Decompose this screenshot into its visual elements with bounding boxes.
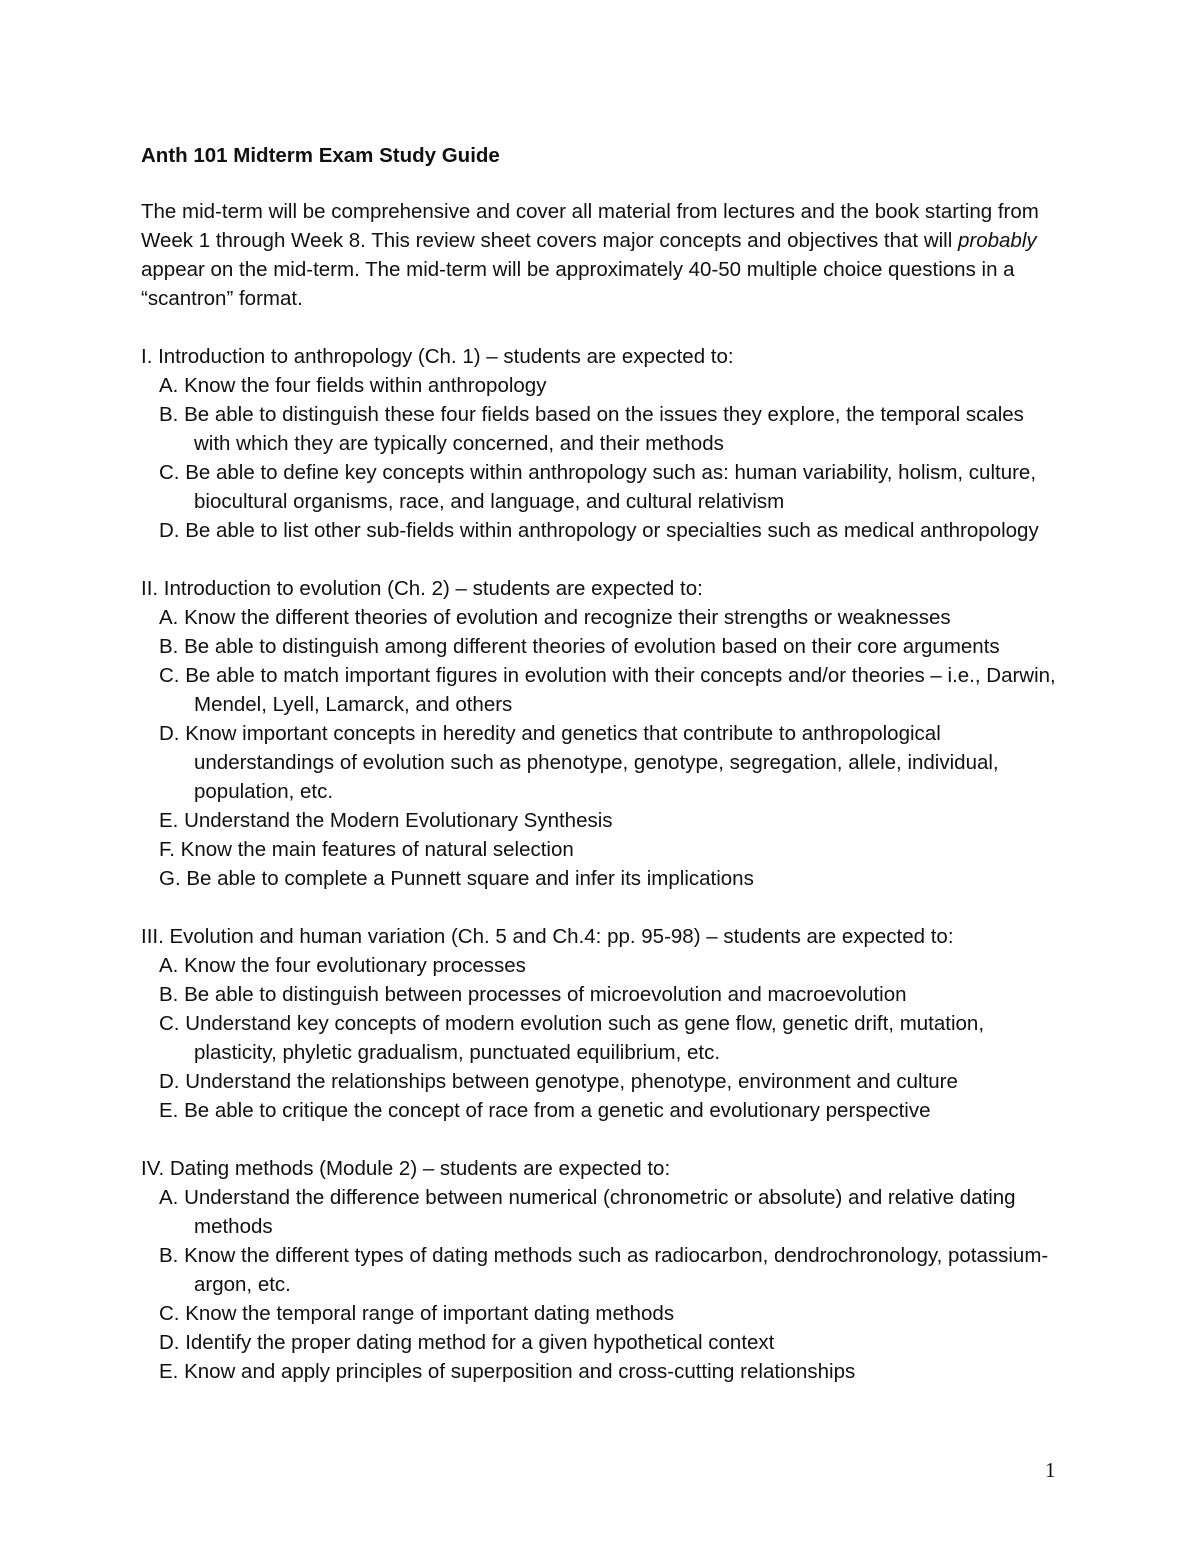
section-heading: III. Evolution and human variation (Ch. 5 and Ch.4: pp. 95-98) – students are expected to: xyxy=(141,925,954,948)
list-item: C. Understand key concepts of modern evolution such as gene flow, genetic drift, mutation, plasticity, phyletic gradualism, punctuated equilibrium, etc. xyxy=(159,1012,985,1064)
list-item: B. Be able to distinguish these four fields based on the issues they explore, the temporal scales with which they are typically concerned, and their methods xyxy=(159,403,1024,455)
section-introduction-to-anthropology xyxy=(141,342,1061,545)
section-evolution-and-human-variation xyxy=(141,922,1061,1125)
list-item: F. Know the main features of natural selection xyxy=(159,838,574,861)
list-item: D. Know important concepts in heredity and genetics that contribute to anthropological understandings of evolution such as phenotype, genotype, segregation, allele, individual, population, etc. xyxy=(159,722,999,803)
list-item: A. Know the four evolutionary processes xyxy=(159,954,526,977)
list-item: C. Be able to match important figures in evolution with their concepts and/or theories – i.e., Darwin, Mendel, Lyell, Lamarck, and others xyxy=(159,664,1056,716)
list-item: D. Be able to list other sub-fields within anthropology or specialties such as medical anthropology xyxy=(159,519,1039,542)
intro-text-part-1: The mid-term will be comprehensive and cover all material from lectures and the book starting from Week 1 through Week 8. This review sheet covers major concepts and objectives that will xyxy=(141,200,1039,252)
page-title: Anth 101 Midterm Exam Study Guide xyxy=(141,144,500,167)
list-item: A. Know the different theories of evolution and recognize their strengths or weaknesses xyxy=(159,606,951,629)
section-heading: II. Introduction to evolution (Ch. 2) – students are expected to: xyxy=(141,577,703,600)
list-item: A. Understand the difference between numerical (chronometric or absolute) and relative dating methods xyxy=(159,1186,1016,1238)
section-heading: I. Introduction to anthropology (Ch. 1) – students are expected to: xyxy=(141,345,734,368)
list-item: C. Be able to define key concepts within anthropology such as: human variability, holism, culture, biocultural organisms, race, and language, and cultural relativism xyxy=(159,461,1037,513)
section-heading: IV. Dating methods (Module 2) – students are expected to: xyxy=(141,1157,671,1180)
intro-emphasis: probably xyxy=(957,229,1037,252)
section-introduction-to-evolution xyxy=(141,574,1061,893)
list-item: A. Know the four fields within anthropology xyxy=(159,374,547,397)
list-item: D. Understand the relationships between genotype, phenotype, environment and culture xyxy=(159,1070,958,1093)
section-dating-methods xyxy=(141,1154,1061,1386)
list-item: B. Know the different types of dating methods such as radiocarbon, dendrochronology, potassium-argon, etc. xyxy=(159,1244,1049,1296)
list-item: E. Understand the Modern Evolutionary Synthesis xyxy=(159,809,613,832)
page-number: 1 xyxy=(1045,1458,1056,1482)
intro-paragraph xyxy=(141,197,1061,313)
list-item: E. Be able to critique the concept of race from a genetic and evolutionary perspective xyxy=(159,1099,931,1122)
list-item: D. Identify the proper dating method for a given hypothetical context xyxy=(159,1331,775,1354)
document-body xyxy=(141,141,1061,1386)
list-item: B. Be able to distinguish among different theories of evolution based on their core arguments xyxy=(159,635,1000,658)
list-item: C. Know the temporal range of important dating methods xyxy=(159,1302,675,1325)
list-item: E. Know and apply principles of superposition and cross-cutting relationships xyxy=(159,1360,856,1383)
intro-text-part-2: appear on the mid-term. The mid-term will be approximately 40-50 multiple choice questions in a “scantron” format. xyxy=(141,258,1015,310)
list-item: G. Be able to complete a Punnett square and infer its implications xyxy=(159,867,754,890)
list-item: B. Be able to distinguish between processes of microevolution and macroevolution xyxy=(159,983,907,1006)
